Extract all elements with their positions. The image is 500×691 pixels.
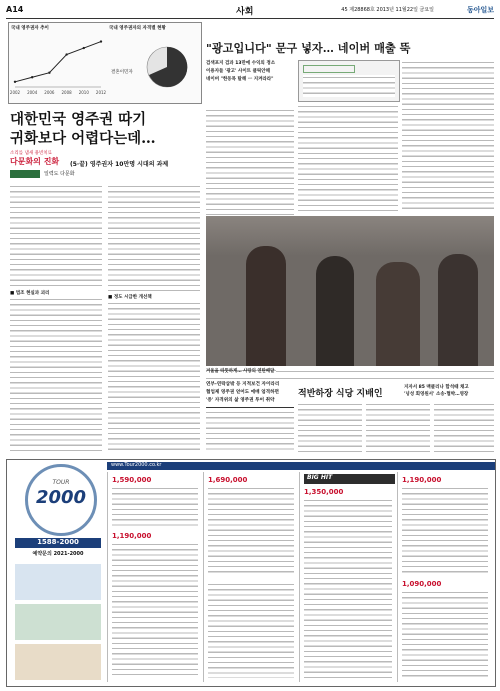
- data-point: [48, 72, 50, 74]
- chart-box: [8, 22, 202, 104]
- photo-caption-text: [276, 369, 494, 374]
- ad-reservation: 예약문의 2021-2000: [32, 551, 84, 557]
- left-text-col-2b: [108, 301, 200, 451]
- middle-quote-line-2: 협업제 영주권 얻어도 애매 엄격하면: [206, 390, 279, 395]
- data-point: [100, 40, 102, 42]
- ad-text: [208, 486, 294, 576]
- byline: 일력도 다문화: [44, 171, 75, 177]
- series-tag: 소리를 냄새 용빈치료: [10, 151, 52, 156]
- ad-logo-circle: [25, 464, 97, 536]
- ad-price: 1,590,000: [112, 476, 152, 484]
- ad-logo-tour: TOUR: [52, 479, 70, 486]
- photo-person: [376, 262, 420, 366]
- deck-line-2: 이용자들 '광고' 사이트 클릭안해: [206, 69, 270, 74]
- x-tick-label: 2010: [78, 90, 89, 95]
- ad-price: 1,690,000: [208, 476, 248, 484]
- deck-line-1: 지자서 85 맥클리나 합석때 채고: [404, 385, 469, 390]
- data-point: [83, 47, 85, 49]
- middle-quote-box: [206, 378, 294, 408]
- data-point: [14, 81, 16, 83]
- page-header: [6, 4, 494, 19]
- top-right-text-col-2: [402, 60, 494, 212]
- photo-background: [206, 216, 494, 256]
- ad-image-1: [15, 564, 101, 600]
- ad-image-3: [15, 644, 101, 680]
- middle-quote-line-3: '증' 자격위의 삶 영주권 투어 취약: [206, 398, 275, 403]
- photo-caption-title: 겨울을 따뜻하게… 사랑의 연탄배달: [206, 369, 275, 374]
- bottom-right-text-col-3: [434, 402, 494, 452]
- ad-text: [112, 486, 198, 526]
- bottom-right-deck: [404, 384, 496, 398]
- line-chart-title: 국내 영주권자 추이: [11, 26, 49, 31]
- pie-chart-title: 국내 영주권자의 자격별 현황: [109, 26, 166, 31]
- ad-price: 1,090,000: [402, 580, 442, 588]
- newspaper-logo: 동아일보: [466, 6, 494, 14]
- x-tick-label: 2004: [27, 90, 38, 95]
- photo-person: [316, 256, 354, 366]
- ad-text: [208, 582, 294, 678]
- byline-badge: [10, 170, 40, 178]
- search-box: [303, 65, 355, 73]
- section-name: 사회: [236, 7, 254, 17]
- photo-person: [438, 254, 478, 366]
- news-photo: [206, 216, 494, 366]
- left-subhead-1: ■ 법조 현실과 괴리: [10, 291, 50, 296]
- photo-caption: [206, 368, 494, 374]
- ad-column-4: [397, 472, 492, 682]
- ad-price: 1,190,000: [402, 476, 442, 484]
- line-chart: [11, 25, 105, 99]
- ad-brand-panel: [11, 464, 105, 682]
- headline-line-1: 대한민국 영주권 따기: [10, 111, 147, 128]
- pie-chart: [109, 25, 199, 99]
- ad-price: 1,350,000: [304, 488, 344, 496]
- photo-caption-line: [206, 376, 494, 381]
- ad-phone: 1588-2000: [15, 538, 101, 548]
- x-tick-label: 2008: [61, 90, 72, 95]
- headline-line-2: 귀화보다 어렵다는데…: [10, 130, 156, 147]
- bottom-right-text-col-2: [366, 402, 430, 452]
- ad-text: [402, 486, 488, 576]
- left-subhead-2: ■ 정도 시급한 개선책: [108, 295, 152, 300]
- bottom-right-headline: 적반하장 식당 지배인: [298, 389, 383, 399]
- x-tick-label: 2006: [44, 90, 55, 95]
- bottom-right-text-col-1: [298, 402, 362, 452]
- pie-label: 결혼이민자: [111, 70, 133, 75]
- x-tick-label: 2002: [9, 90, 21, 95]
- deck-line-3: 네이버 "한동목 탈해 ㅡ 지켜라라": [206, 77, 274, 82]
- ad-banner: BIG HIT: [304, 474, 395, 484]
- ad-logo-year: 2000: [35, 487, 87, 508]
- ad-text: [304, 498, 392, 678]
- ad-column-3: [299, 472, 396, 682]
- ad-column-1: [107, 472, 202, 682]
- left-text-col-1b: [10, 297, 102, 451]
- x-tick-label: 2012: [95, 90, 107, 95]
- ad-text: [402, 590, 488, 678]
- top-right-deck: [206, 60, 294, 84]
- ad-column-2: [203, 472, 298, 682]
- pie-chart-svg: [109, 33, 199, 97]
- issue-date: 45 제28868호 2013년 11월22일 금요일: [341, 7, 434, 13]
- page-number: A14: [6, 5, 24, 14]
- tour-advertisement: [6, 459, 496, 687]
- series-label: [10, 150, 200, 180]
- top-right-headline: "광고입니다" 문구 넣자… 네이버 매출 뚝: [206, 41, 411, 55]
- ad-text: [112, 542, 198, 678]
- left-text-col-1a: [10, 184, 102, 288]
- ad-image-2: [15, 604, 101, 640]
- deck-line-1: 검색포지 검과 13만에 수익의 정소: [206, 61, 276, 66]
- middle-quote-line-1: 연부-연락삼밖 등 지적보건 자이라리: [206, 382, 280, 387]
- photo-person: [246, 246, 286, 366]
- series-line: [15, 42, 101, 82]
- series-name: 다문화의 진화: [10, 157, 60, 166]
- data-point: [65, 53, 67, 55]
- ad-price: 1,190,000: [112, 532, 152, 540]
- data-point: [31, 76, 33, 78]
- top-right-text-col-1: [298, 104, 398, 212]
- ad-site-bar: www.Tour2000.co.kr: [107, 462, 495, 470]
- left-headline: [10, 110, 200, 148]
- search-screenshot: [298, 60, 400, 102]
- left-text-col-2a: [108, 184, 200, 292]
- search-results: [303, 75, 395, 97]
- middle-text-col-bottom: [206, 410, 294, 452]
- series-sub: (5·끝) 영주권자 10만명 시대의 과제: [70, 161, 169, 168]
- deck-line-2: '넝성 회영원서' 소송·협박…영장: [404, 392, 469, 397]
- line-chart-svg: [11, 33, 105, 97]
